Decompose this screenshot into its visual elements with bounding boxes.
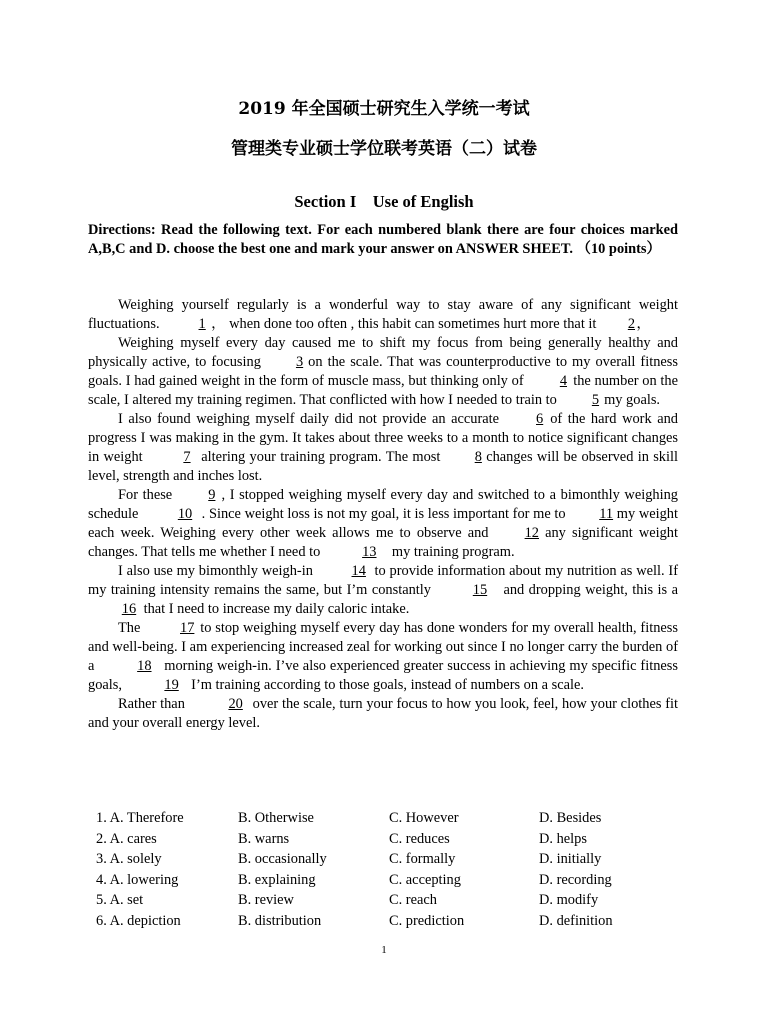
option-3-d: D. initially: [539, 851, 602, 867]
option-row-6: [96, 911, 696, 932]
option-1-d: D. Besides: [539, 810, 602, 826]
blank-14: 14: [351, 563, 366, 579]
option-row-3: [96, 849, 696, 870]
option-row-4: [96, 870, 696, 891]
answer-options: [96, 808, 696, 931]
option-4-a: 4. A. lowering: [96, 871, 179, 888]
option-3-c: C. formally: [389, 851, 456, 867]
option-6-a: 6. A. depiction: [96, 912, 181, 929]
option-2-a: 2. A. cares: [96, 830, 157, 847]
blank-12: 12: [524, 525, 539, 541]
option-5-a: 5. A. set: [96, 892, 144, 908]
blank-17: 17: [180, 620, 195, 636]
passage-paragraph: Rather than 20 over the scale, turn your focus to how you look, feel, how your clothes fit and your overall energy level.: [88, 696, 678, 731]
directions-text: Directions: Read the following text. For each numbered blank there are four choices marked A,B,C and D. choose the best one and mark your answer on ANSWER SHEET. （10 points）: [88, 222, 678, 257]
option-1-a: 1. A. Therefore: [96, 810, 184, 826]
option-4-c: C. accepting: [389, 871, 461, 888]
option-2-b: B. warns: [238, 830, 290, 847]
blank-1: 1: [198, 316, 206, 332]
blank-6: 6: [536, 411, 544, 427]
page-number: 1: [381, 944, 387, 956]
option-3-a: 3. A. solely: [96, 851, 162, 867]
option-6-c: C. prediction: [389, 912, 465, 929]
blank-7: 7: [183, 449, 191, 465]
option-6-b: B. distribution: [238, 912, 322, 929]
blank-16: 16: [121, 601, 137, 617]
blank-11: 11: [599, 506, 614, 522]
passage-paragraph: For these 9 , I stopped weighing myself every day and switched to a bimonthly weighing schedule 10 . Since weight loss is not my goal, it is less important for me to 11 my weight each week. Weighing every other week allows me to observe and 12 any significant weight changes. That tells me whether I need to 13 my training program.: [88, 487, 678, 560]
option-3-b: B. occasionally: [238, 851, 327, 867]
blank-20: 20: [228, 696, 243, 712]
passage-paragraph: The 17 to stop weighing myself every day has done wonders for my overall health, fitness and well-being. I am experiencing increased zeal for working out since I no longer carry the burden of a 18 morning weigh-in. I’ve also experienced greater success in achieving my specific fitness goals, 19 I’m training according to those goals, instead of numbers on a scale.: [88, 620, 678, 693]
passage-paragraph: Weighing myself every day caused me to shift my focus from being generally healthy and physically active, to focusing 3 on the scale. That was counterproductive to my overall fitness goals. I had gained weight in the form of muscle mass, but thinking only of 4 the number on the scale, I altered my training regimen. That conflicted with how I needed to train to 5 my goals.: [88, 335, 679, 408]
exam-title: 2019 年全国硕士研究生入学统一考试: [238, 99, 530, 119]
blank-18: 18: [137, 658, 152, 674]
option-1-b: B. Otherwise: [238, 810, 314, 826]
passage-paragraph: I also found weighing myself daily did not provide an accurate 6 of the hard work and progress I was making in the gym. It takes about three weeks to a month to notice significant changes in weight 7 altering your training program. The most 8 changes will be observed in skill level, strength and inches lost.: [88, 411, 678, 484]
option-1-c: C. However: [389, 810, 459, 826]
section-title: Section I Use of English: [294, 192, 474, 211]
blank-9: 9: [208, 487, 216, 503]
exam-subtitle: 管理类专业硕士学位联考英语（二）试卷: [231, 139, 537, 159]
option-row-1: [96, 808, 696, 829]
blank-19: 19: [164, 677, 179, 693]
blank-3: 3: [295, 354, 304, 370]
option-2-c: C. reduces: [389, 830, 450, 847]
option-5-d: D. modify: [539, 892, 599, 908]
passage-paragraph: Weighing yourself regularly is a wonderful way to stay aware of any significant weight fluctuations. 1 ， when done too often , this habit can sometimes hurt more that it 2，: [88, 297, 678, 332]
option-5-b: B. review: [238, 892, 294, 908]
option-row-2: [96, 829, 696, 850]
blank-15: 15: [472, 582, 488, 598]
option-4-d: D. recording: [539, 871, 612, 888]
blank-2: 2: [627, 316, 636, 332]
option-4-b: B. explaining: [238, 871, 316, 888]
option-6-d: D. definition: [539, 912, 613, 929]
option-2-d: D. helps: [539, 830, 587, 847]
cloze-passage: [88, 296, 678, 733]
blank-10: 10: [177, 506, 193, 522]
option-row-5: [96, 890, 696, 911]
blank-8: 8: [474, 449, 482, 465]
blank-5: 5: [591, 392, 600, 408]
blank-4: 4: [559, 373, 568, 389]
blank-13: 13: [362, 544, 377, 560]
option-5-c: C. reach: [389, 892, 437, 908]
passage-paragraph: I also use my bimonthly weigh-in 14 to provide information about my nutrition as well. If my training intensity remains the same, but I’m constantly 15 and dropping weight, this is a 16 that I need to increase my daily caloric intake.: [88, 563, 678, 617]
